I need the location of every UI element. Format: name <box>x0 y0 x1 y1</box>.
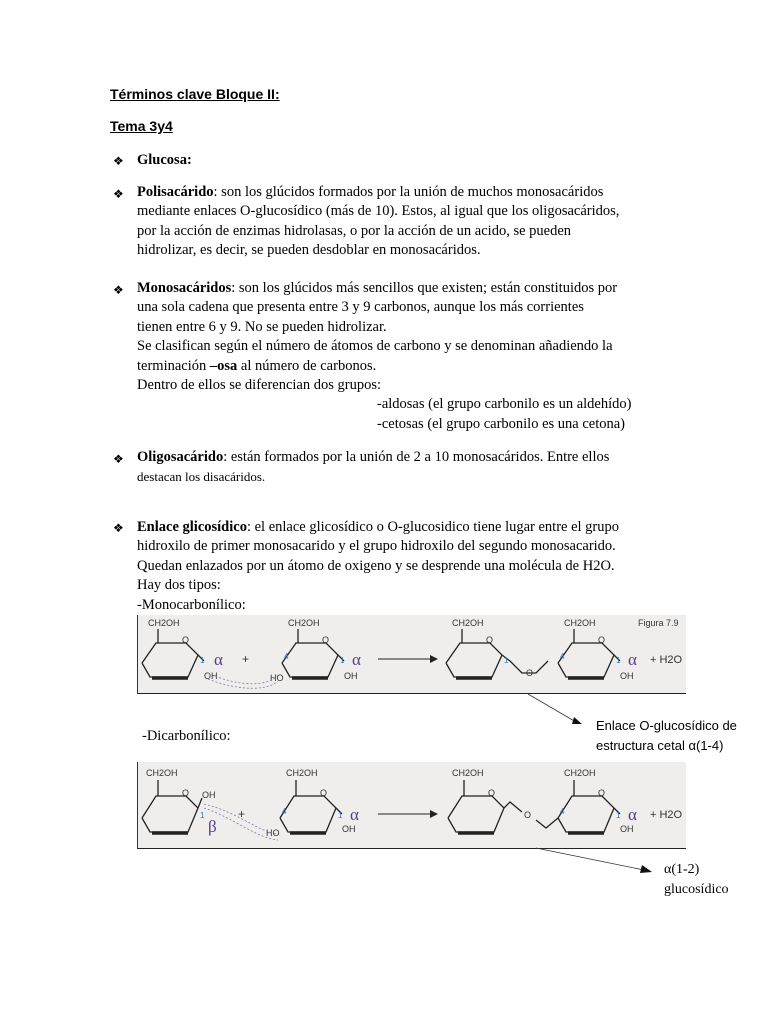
sugar-ring-2 <box>280 780 342 833</box>
ring-oxygen-label: O <box>486 635 494 645</box>
alpha-symbol: α <box>350 805 359 824</box>
text-line: terminación <box>137 357 210 374</box>
bullet-icon: ❖ <box>113 283 124 297</box>
sugar-ring-4 <box>558 780 620 833</box>
callout-line: α(1-2) <box>664 862 700 877</box>
carbon-number-1: 1 <box>338 811 343 820</box>
bridge-oxygen-label: O <box>526 668 534 678</box>
sugar-ring-1 <box>142 780 202 833</box>
callout-line: Enlace O-glucosídico de <box>596 718 737 733</box>
monocarbonilico-label: -Monocarbonílico: <box>137 596 246 613</box>
figure-monocarbonilico <box>137 615 686 694</box>
text-line: : están formados por la unión de 2 a 10 monosacáridos. Entre ellos <box>223 449 610 465</box>
ring-oxygen-label: O <box>598 788 606 798</box>
ch2oh-label: CH2OH <box>286 768 318 778</box>
oh-label: OH <box>620 824 634 834</box>
figure-caption: Figura 7.9 <box>638 618 679 628</box>
heading-word-terminos: Términos <box>110 86 174 102</box>
alpha-symbol: α <box>214 650 223 669</box>
ch2oh-label: CH2OH <box>452 768 484 778</box>
text-line: por la acción de enzimas hidrolasas, o por la acción de un acido, se pueden <box>137 222 572 239</box>
sugar-ring-4 <box>558 629 620 678</box>
carbon-number-1: 1 <box>340 656 345 665</box>
ho-label: HO <box>270 673 284 683</box>
text-line: Hay dos tipos: <box>137 577 221 594</box>
ring-oxygen-label: O <box>182 635 190 645</box>
bullet-icon: ❖ <box>113 521 124 535</box>
bullet-icon: ❖ <box>113 187 124 201</box>
reaction-arrow <box>378 810 438 818</box>
alpha-symbol: α <box>628 805 637 824</box>
ring-oxygen-label: O <box>320 788 328 798</box>
reaction-arrow <box>378 655 438 663</box>
carbon-number-1: 1 <box>200 811 205 820</box>
carbon-number-1: 1 <box>504 656 509 665</box>
text-line: mediante enlaces O-glucosídico (más de 10). Estos, al igual que los oligosacáridos, <box>137 203 620 220</box>
ch2oh-label: CH2OH <box>148 618 180 628</box>
carbon-number-4: 4 <box>560 807 565 816</box>
item-glucosa <box>137 151 697 170</box>
term-monosacaridos: Monosacáridos <box>137 280 232 296</box>
oh-label: OH <box>204 671 218 681</box>
bullet-icon: ❖ <box>113 154 124 168</box>
item-polisacarido <box>137 183 697 261</box>
callout-line: glucosídico <box>664 882 729 897</box>
ch2oh-label: CH2OH <box>288 618 320 628</box>
suffix-osa: –osa <box>209 357 238 374</box>
item-monosacaridos <box>137 279 697 434</box>
dicarbonilico-label: -Dicarbonílico: <box>142 728 231 744</box>
ring-oxygen-label: O <box>488 788 496 798</box>
carbon-number-1: 1 <box>200 656 205 665</box>
callout-dicarbonilico <box>664 860 729 900</box>
figure-dicarbonilico-svg <box>138 762 686 848</box>
text-line: Quedan enlazados por un átomo de oxigeno y se desprende una molécula de H2O. <box>137 557 615 574</box>
text-line: : son los glúcidos formados por la unión de muchos monosacáridos <box>213 184 604 200</box>
term-enlace: Enlace glicosídico <box>137 519 247 535</box>
oh-label: OH <box>342 824 356 834</box>
text-line: Se clasifican según el número de átomos de carbono y se denominan añadiendo la <box>137 338 613 355</box>
text-line: : el enlace glicosídico o O-glucosidico tiene lugar entre el grupo <box>246 519 620 535</box>
oh-label: OH <box>344 671 358 681</box>
sugar-ring-2 <box>282 629 344 678</box>
term-oligosacarido: Oligosacárido <box>137 449 224 465</box>
bullet-icon: ❖ <box>113 452 124 466</box>
figure-dicarbonilico <box>137 762 686 849</box>
term-glucosa: Glucosa: <box>137 152 192 168</box>
ring-oxygen-label: O <box>322 635 330 645</box>
text-line: hidroxilo de primer monosacarido y el grupo hidroxilo del segundo monosacarido. <box>137 538 616 555</box>
sugar-ring-1 <box>142 629 204 678</box>
carbon-number-1: 1 <box>616 656 621 665</box>
term-polisacarido: Polisacárido <box>137 184 214 200</box>
water-product: + H2O <box>650 809 683 821</box>
carbon-number-4: 4 <box>560 652 565 661</box>
ring-oxygen-label: O <box>598 635 606 645</box>
topic-heading: Tema 3y4 <box>110 118 173 134</box>
reaction-curve <box>208 673 278 684</box>
sugar-ring-3 <box>448 780 558 833</box>
item-enlace-glicosidico <box>137 518 697 615</box>
ch2oh-label: CH2OH <box>146 768 178 778</box>
oh-label: OH <box>620 671 634 681</box>
page-heading <box>110 86 280 102</box>
plus-sign: + <box>242 652 250 666</box>
beta-symbol: β <box>208 817 217 836</box>
callout-monocarbonilico <box>596 716 737 756</box>
carbon-number-1: 1 <box>616 811 621 820</box>
heading-rest: clave Bloque II: <box>176 86 280 102</box>
group-aldosas: -aldosas (el grupo carbonilo es un aldehído) <box>377 396 632 413</box>
carbon-number-4: 4 <box>282 807 287 816</box>
ring-oxygen-label: O <box>182 788 190 798</box>
oh-label: OH <box>202 790 216 800</box>
ch2oh-label: CH2OH <box>564 618 596 628</box>
text-line: al número de carbonos. <box>237 357 377 374</box>
plus-sign: + <box>238 807 246 821</box>
text-line: : son los glúcidos más sencillos que existen; están constituidos por <box>231 280 618 296</box>
callout-1-leader <box>520 690 590 730</box>
text-line: Dentro de ellos se diferencian dos grupos: <box>137 377 382 394</box>
text-line: una sola cadena que presenta entre 3 y 9 carbonos, aunque los más corrientes <box>137 299 584 316</box>
text-line: hidrolizar, es decir, se pueden desdoblar en monosacáridos. <box>137 242 481 259</box>
alpha-symbol: α <box>352 650 361 669</box>
alpha-symbol: α <box>628 650 637 669</box>
water-product: + H2O <box>650 654 683 666</box>
callout-2-leader <box>530 846 660 876</box>
text-line: destacan los disacáridos. <box>137 469 266 485</box>
text-line: tienen entre 6 y 9. No se pueden hidrolizar. <box>137 318 387 335</box>
group-cetosas: -cetosas (el grupo carbonilo es una cetona) <box>377 415 626 432</box>
figure-monocarbonilico-svg <box>138 615 686 693</box>
ho-label: HO <box>266 828 280 838</box>
carbon-number-4: 4 <box>284 652 289 661</box>
bridge-oxygen-label: O <box>524 810 532 820</box>
ch2oh-label: CH2OH <box>564 768 596 778</box>
callout-line: estructura cetal α(1-4) <box>596 738 724 753</box>
item-oligosacarido <box>137 448 697 487</box>
ch2oh-label: CH2OH <box>452 618 484 628</box>
